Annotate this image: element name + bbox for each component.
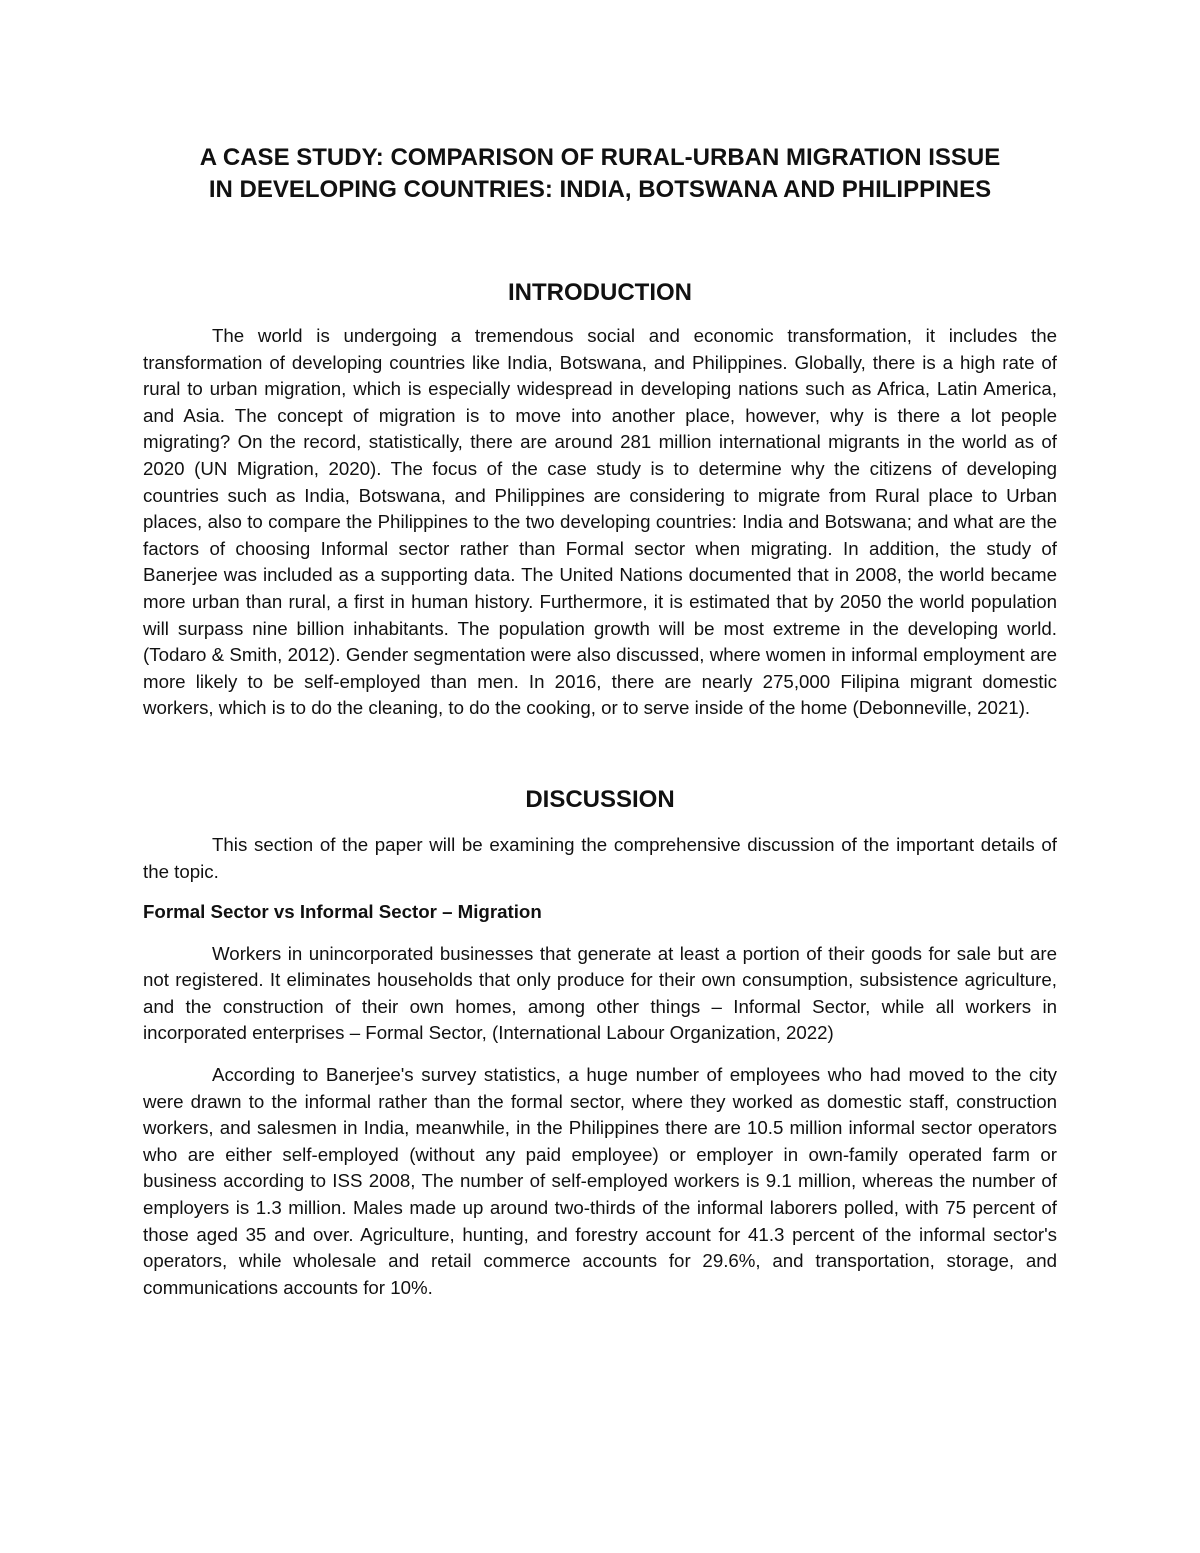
- title-line-2: IN DEVELOPING COUNTRIES: INDIA, BOTSWANA AND PHILIPPINES: [208, 176, 992, 203]
- discussion-intro-paragraph: This section of the paper will be examining the comprehensive discussion of the important details of the topic.: [143, 833, 1057, 882]
- introduction-paragraph: The world is undergoing a tremendous social and economic transformation, it includes the transformation of developing countries like India, Botswana, and Philippines. Globally, there is a high rate of rural to urban migration, which is especially widespread in developing nations such as Africa, Latin America, and Asia. The concept of migration is to move into another place, however, why is there a lot people migrating? On the record, statistically, there are around 281 million international migrants in the world as of 2020 (UN Migration, 2020). The focus of the case study is to determine why the citizens of developing countries such as India, Botswana, and Philippines are considering to migrate from Rural place to Urban places, also to compare the Philippines to the two developing countries: India and Botswana; and what are the factors of choosing Informal sector rather than Formal sector when migrating. In addition, the study of Banerjee was included as a supporting data. The United Nations documented that in 2008, the world became more urban than rural, a first in human history. Furthermore, it is estimated that by 2050 the world population will surpass nine billion inhabitants. The population growth will be most extreme in the developing world. (Todaro & Smith, 2012). Gender segmentation were also discussed, where women in informal employment are more likely to be self-employed than men. In 2016, there are nearly 275,000 Filipina migrant domestic workers, which is to do the cleaning, to do the cooking, or to serve inside of the home (Debonneville, 2021).: [143, 325, 1057, 719]
- banerjee-statistics-paragraph: According to Banerjee's survey statistics, a huge number of employees who had moved to the city were drawn to the informal rather than the formal sector, where they worked as domestic staff, construction workers, and salesmen in India, meanwhile, in the Philippines there are 10.5 million informal sector operators who are either self-employed (without any paid employee) or employer in own-family operated farm or business according to ISS 2008, The number of self-employed workers is 9.1 million, whereas the number of employers is 1.3 million. Males made up around two-thirds of the informal laborers polled, with 75 percent of those aged 35 and over. Agriculture, hunting, and forestry account for 41.3 percent of the informal sector's operators, while wholesale and retail commerce accounts for 29.6%, and transportation, storage, and communications accounts for 10%.: [143, 1064, 1057, 1298]
- discussion-heading: DISCUSSION: [525, 785, 675, 813]
- sector-definition-paragraph: Workers in unincorporated businesses that generate at least a portion of their goods for sale but are not registered. It eliminates households that only produce for their own consumption, subsistence agriculture, and the construction of their own homes, among other things – Informal Sector, while all workers in incorporated enterprises – Formal Sector, (International Labour Organization, 2022): [143, 942, 1057, 1044]
- introduction-heading: INTRODUCTION: [508, 279, 692, 306]
- document-title: [143, 142, 1057, 206]
- formal-informal-subheading: Formal Sector vs Informal Sector – Migration: [143, 901, 542, 923]
- document-page: [143, 138, 1057, 1301]
- title-line-1: A CASE STUDY: COMPARISON OF RURAL-URBAN MIGRATION ISSUE: [199, 144, 1001, 171]
